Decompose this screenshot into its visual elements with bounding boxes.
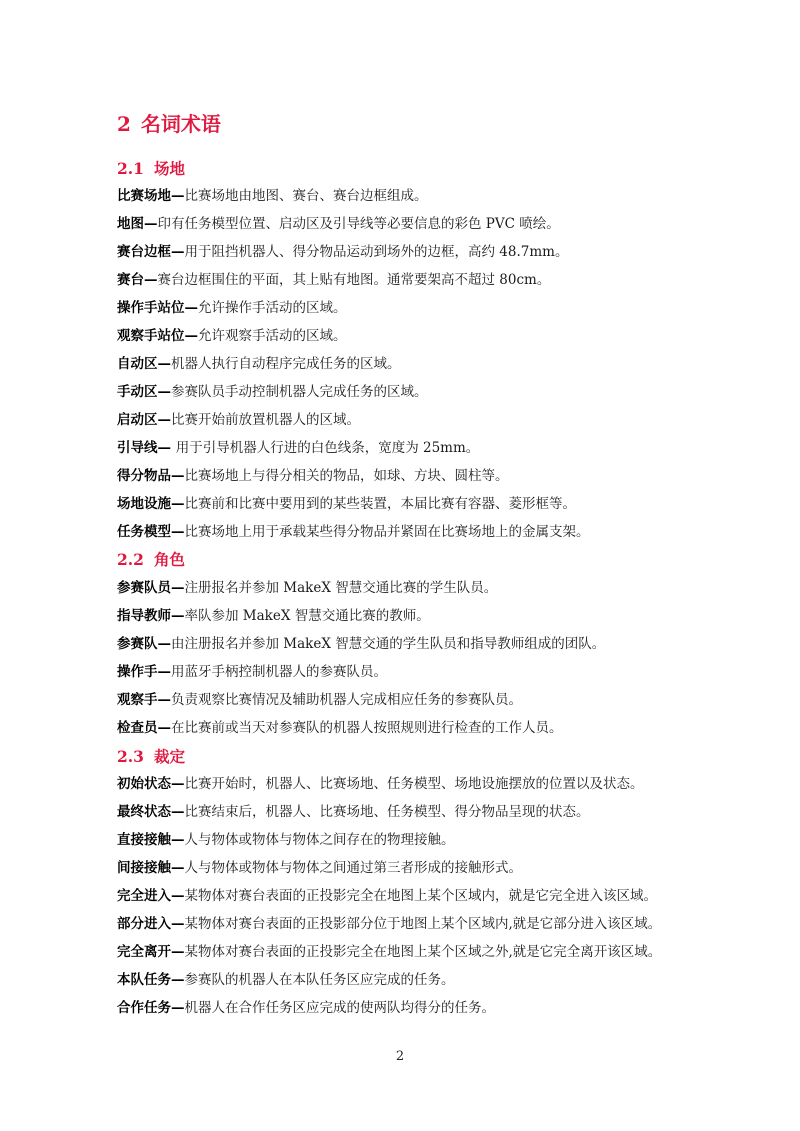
section-title: 角色 bbox=[153, 550, 185, 569]
term-separator: — bbox=[171, 496, 185, 512]
chapter-title: 名词术语 bbox=[140, 112, 221, 136]
glossary-term: 间接接触 bbox=[117, 860, 171, 876]
term-separator: — bbox=[171, 1000, 185, 1016]
term-separator: — bbox=[171, 888, 185, 904]
glossary-definition: 用于引导机器人行进的白色线条，宽度为 25mm。 bbox=[175, 440, 480, 456]
glossary-term: 操作手 bbox=[117, 664, 158, 680]
section-title: 场地 bbox=[153, 159, 185, 178]
glossary-entry bbox=[117, 382, 428, 402]
glossary-term: 观察手 bbox=[117, 692, 158, 708]
section-heading bbox=[117, 158, 185, 180]
term-separator: — bbox=[157, 664, 171, 680]
term-separator: — bbox=[171, 832, 185, 848]
section-heading bbox=[117, 746, 185, 768]
glossary-term: 完全离开 bbox=[117, 944, 171, 960]
term-separator: — bbox=[157, 720, 171, 736]
glossary-entry bbox=[117, 634, 605, 654]
term-separator: — bbox=[171, 468, 185, 484]
term-separator: — bbox=[157, 440, 176, 456]
glossary-definition: 率队参加 MakeX 智慧交通比赛的教师。 bbox=[184, 608, 430, 624]
glossary-entry bbox=[117, 242, 568, 262]
glossary-term: 直接接触 bbox=[117, 832, 171, 848]
glossary-entry bbox=[117, 914, 661, 934]
glossary-term: 完全进入 bbox=[117, 888, 171, 904]
glossary-definition: 允许操作手活动的区域。 bbox=[198, 300, 347, 316]
chapter-number: 2 bbox=[117, 112, 131, 136]
glossary-entry bbox=[117, 466, 509, 486]
glossary-term: 得分物品 bbox=[117, 468, 171, 484]
section-number: 2.1 bbox=[117, 159, 144, 178]
section-heading bbox=[117, 549, 185, 571]
glossary-term: 参赛队员 bbox=[117, 580, 171, 596]
glossary-definition: 比赛场地上用于承载某些得分物品并紧固在比赛场地上的金属支架。 bbox=[184, 524, 590, 540]
glossary-term: 最终状态 bbox=[117, 804, 171, 820]
glossary-definition: 某物体对赛台表面的正投影完全在地图上某个区域之外,就是它完全离开该区域。 bbox=[184, 944, 662, 960]
glossary-term: 引导线 bbox=[117, 440, 158, 456]
glossary-entry bbox=[117, 690, 522, 710]
section-title: 裁定 bbox=[153, 747, 185, 766]
glossary-entry bbox=[117, 942, 661, 962]
glossary-entry bbox=[117, 522, 590, 542]
glossary-entry bbox=[117, 298, 347, 318]
term-separator: — bbox=[171, 916, 185, 932]
glossary-definition: 赛台边框围住的平面，其上贴有地图。通常要架高不超过 80cm。 bbox=[157, 272, 551, 288]
glossary-term: 启动区 bbox=[117, 412, 158, 428]
glossary-entry bbox=[117, 802, 590, 822]
glossary-definition: 比赛开始前放置机器人的区域。 bbox=[171, 412, 360, 428]
glossary-entry bbox=[117, 578, 497, 598]
glossary-entry bbox=[117, 270, 550, 290]
glossary-entry bbox=[117, 438, 479, 458]
glossary-entry bbox=[117, 830, 455, 850]
glossary-term: 赛台 bbox=[117, 272, 144, 288]
term-separator: — bbox=[157, 356, 171, 372]
glossary-entry bbox=[117, 214, 560, 234]
glossary-entry bbox=[117, 774, 644, 794]
term-separator: — bbox=[171, 580, 185, 596]
glossary-term: 赛台边框 bbox=[117, 244, 171, 260]
glossary-term: 手动区 bbox=[117, 384, 158, 400]
glossary-definition: 由注册报名并参加 MakeX 智慧交通的学生队员和指导教师组成的团队。 bbox=[171, 636, 606, 652]
glossary-definition: 允许观察手活动的区域。 bbox=[198, 328, 347, 344]
glossary-term: 合作任务 bbox=[117, 1000, 171, 1016]
term-separator: — bbox=[157, 412, 171, 428]
glossary-entry bbox=[117, 410, 360, 430]
glossary-definition: 比赛结束后，机器人、比赛场地、任务模型、得分物品呈现的状态。 bbox=[184, 804, 590, 820]
glossary-entry bbox=[117, 186, 428, 206]
term-separator: — bbox=[171, 524, 185, 540]
glossary-definition: 机器人执行自动程序完成任务的区域。 bbox=[171, 356, 401, 372]
glossary-definition: 参赛队的机器人在本队任务区应完成的任务。 bbox=[184, 972, 455, 988]
term-separator: — bbox=[171, 944, 185, 960]
glossary-term: 观察手站位 bbox=[117, 328, 185, 344]
term-separator: — bbox=[157, 636, 171, 652]
glossary-term: 地图 bbox=[117, 216, 144, 232]
term-separator: — bbox=[171, 972, 185, 988]
term-separator: — bbox=[171, 608, 185, 624]
glossary-entry bbox=[117, 662, 387, 682]
glossary-definition: 比赛开始时，机器人、比赛场地、任务模型、场地设施摆放的位置以及状态。 bbox=[184, 776, 644, 792]
glossary-entry bbox=[117, 354, 401, 374]
page-number: 2 bbox=[395, 1049, 405, 1064]
chapter-heading bbox=[117, 110, 221, 138]
term-separator: — bbox=[171, 244, 185, 260]
glossary-entry bbox=[117, 326, 347, 346]
glossary-entry bbox=[117, 998, 495, 1018]
glossary-term: 本队任务 bbox=[117, 972, 171, 988]
section-number: 2.3 bbox=[117, 747, 144, 766]
term-separator: — bbox=[144, 272, 158, 288]
glossary-term: 任务模型 bbox=[117, 524, 171, 540]
glossary-definition: 比赛场地上与得分相关的物品，如球、方块、圆柱等。 bbox=[184, 468, 509, 484]
glossary-term: 操作手站位 bbox=[117, 300, 185, 316]
term-separator: — bbox=[171, 776, 185, 792]
glossary-entry bbox=[117, 858, 522, 878]
glossary-definition: 用蓝牙手柄控制机器人的参赛队员。 bbox=[171, 664, 387, 680]
glossary-definition: 参赛队员手动控制机器人完成任务的区域。 bbox=[171, 384, 428, 400]
glossary-term: 部分进入 bbox=[117, 916, 171, 932]
glossary-definition: 某物体对赛台表面的正投影部分位于地图上某个区域内,就是它部分进入该区域。 bbox=[184, 916, 662, 932]
term-separator: — bbox=[171, 804, 185, 820]
section-number: 2.2 bbox=[117, 550, 144, 569]
glossary-entry bbox=[117, 494, 576, 514]
glossary-definition: 人与物体或物体与物体之间存在的物理接触。 bbox=[184, 832, 455, 848]
glossary-entry bbox=[117, 606, 430, 626]
term-separator: — bbox=[171, 188, 185, 204]
glossary-term: 初始状态 bbox=[117, 776, 171, 792]
glossary-term: 检查员 bbox=[117, 720, 158, 736]
term-separator: — bbox=[184, 328, 198, 344]
term-separator: — bbox=[184, 300, 198, 316]
glossary-definition: 负责观察比赛情况及辅助机器人完成相应任务的参赛队员。 bbox=[171, 692, 522, 708]
glossary-definition: 机器人在合作任务区应完成的使两队均得分的任务。 bbox=[184, 1000, 495, 1016]
glossary-definition: 用于阻挡机器人、得分物品运动到场外的边框，高约 48.7mm。 bbox=[184, 244, 569, 260]
term-separator: — bbox=[157, 692, 171, 708]
term-separator: — bbox=[157, 384, 171, 400]
term-separator: — bbox=[171, 860, 185, 876]
glossary-term: 指导教师 bbox=[117, 608, 171, 624]
glossary-definition: 印有任务模型位置、启动区及引导线等必要信息的彩色 PVC 喷绘。 bbox=[157, 216, 560, 232]
glossary-term: 参赛队 bbox=[117, 636, 158, 652]
glossary-definition: 人与物体或物体与物体之间通过第三者形成的接触形式。 bbox=[184, 860, 522, 876]
glossary-entry bbox=[117, 886, 657, 906]
glossary-term: 场地设施 bbox=[117, 496, 171, 512]
glossary-term: 比赛场地 bbox=[117, 188, 171, 204]
term-separator: — bbox=[144, 216, 158, 232]
glossary-definition: 某物体对赛台表面的正投影完全在地图上某个区域内，就是它完全进入该区域。 bbox=[184, 888, 657, 904]
glossary-definition: 注册报名并参加 MakeX 智慧交通比赛的学生队员。 bbox=[184, 580, 498, 596]
glossary-term: 自动区 bbox=[117, 356, 158, 372]
glossary-definition: 在比赛前或当天对参赛队的机器人按照规则进行检查的工作人员。 bbox=[171, 720, 563, 736]
glossary-definition: 比赛场地由地图、赛台、赛台边框组成。 bbox=[184, 188, 428, 204]
glossary-definition: 比赛前和比赛中要用到的某些装置，本届比赛有容器、菱形框等。 bbox=[184, 496, 576, 512]
glossary-entry bbox=[117, 718, 563, 738]
glossary-entry bbox=[117, 970, 455, 990]
